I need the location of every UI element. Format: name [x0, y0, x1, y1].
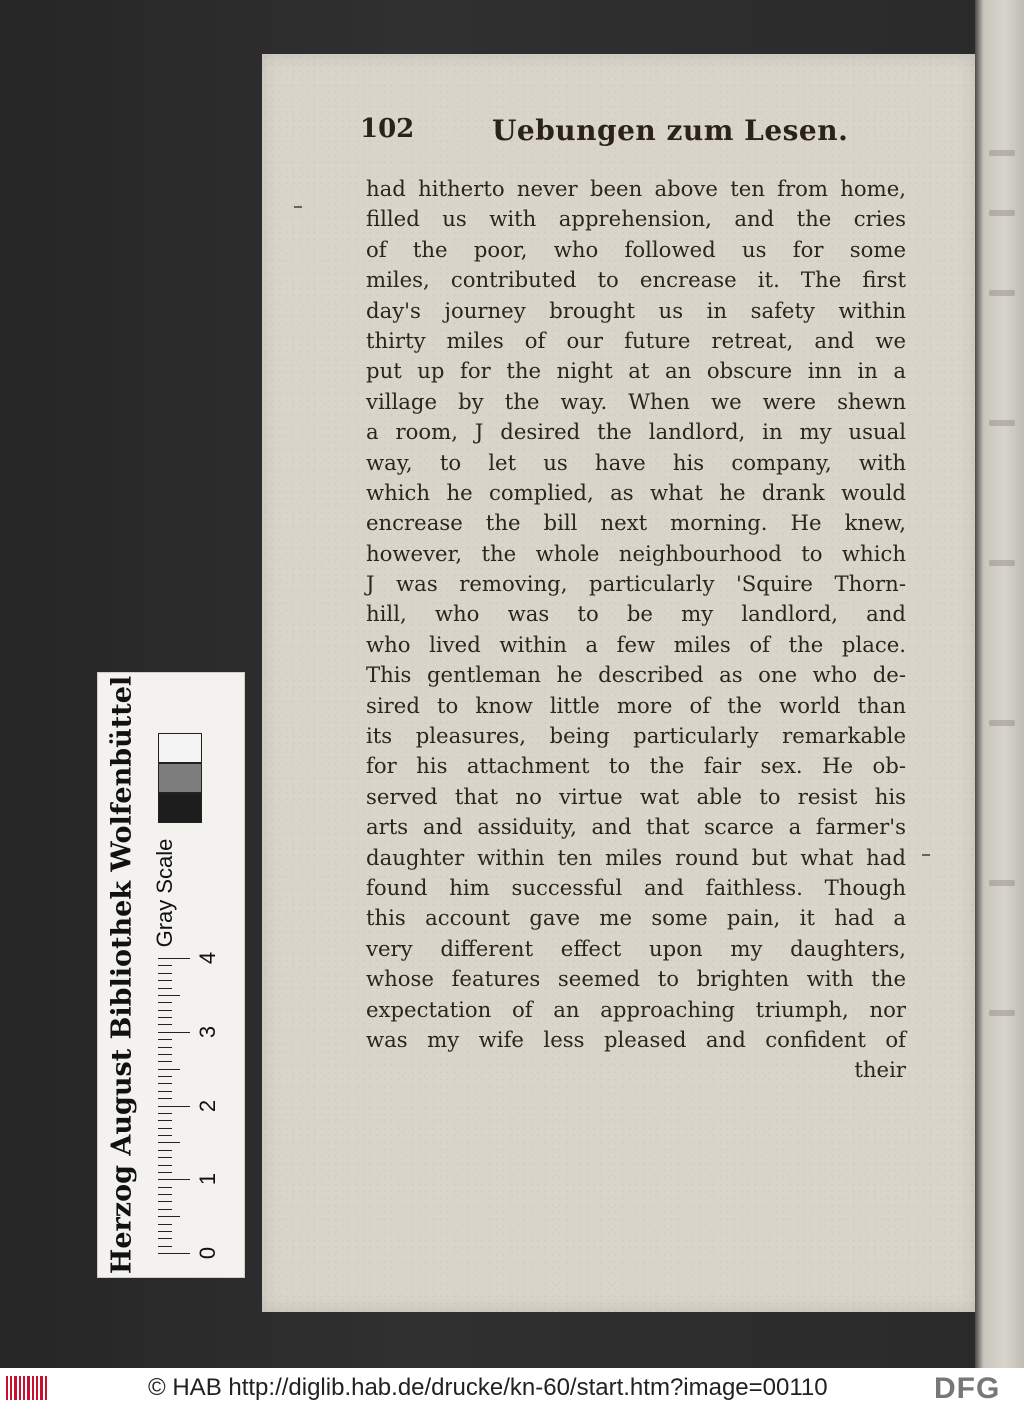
ruler-ticks	[158, 958, 190, 1253]
running-head: Uebungen zum Lesen.	[492, 114, 849, 147]
ruler-tick	[158, 1187, 172, 1188]
ruler-tick	[158, 1113, 172, 1114]
ruler-tick	[158, 1047, 172, 1048]
ruler-tick	[158, 973, 172, 974]
catchword: their	[854, 1057, 906, 1083]
text-line: a room, J desired the landlord, in my usual	[366, 419, 906, 445]
page-header	[360, 114, 900, 154]
ruler-title: Herzog August Bibliothek Wolfenbüttel	[106, 675, 138, 1275]
ruler-tick	[158, 980, 172, 981]
text-line: This gentleman he described as one who de-	[366, 662, 906, 688]
ruler-tick	[158, 1024, 172, 1025]
ruler-number: 1	[195, 1173, 221, 1186]
book-page	[262, 54, 975, 1312]
ruler-tick	[158, 965, 172, 966]
dfg-logo: DFG	[934, 1372, 1001, 1405]
ruler-tick	[158, 1120, 172, 1121]
ruler-tick	[158, 1017, 172, 1018]
text-line: however, the whole neighbourhood to which	[366, 540, 906, 566]
text-line: this account gave me some pain, it had a	[366, 905, 906, 931]
ruler-tick	[158, 1106, 190, 1107]
ruler-number: 0	[195, 1246, 221, 1260]
text-line: arts and assiduity, and that scarce a farmer's	[366, 814, 906, 840]
ruler-tick	[158, 1224, 172, 1225]
ruler-tick	[158, 1172, 172, 1173]
text-line: day's journey brought us in safety within	[366, 297, 906, 323]
text-line: thirty miles of our future retreat, and we	[366, 327, 906, 353]
ruler-tick	[158, 1253, 190, 1254]
ruler-tick	[158, 1054, 172, 1055]
footer-bar	[0, 1368, 1024, 1408]
ruler-tick	[158, 1083, 172, 1084]
adjacent-page-edge	[975, 0, 1024, 1368]
ruler-tick	[158, 1157, 172, 1158]
text-line: miles, contributed to encrease it. The first	[366, 267, 906, 293]
text-line: put up for the night at an obscure inn in a	[366, 358, 906, 384]
ruler-tick	[158, 1150, 172, 1151]
ruler-tick	[158, 1142, 180, 1143]
text-line: had hitherto never been above ten from home,	[366, 176, 906, 201]
text-line: filled us with apprehension, and the cries	[366, 206, 906, 232]
text-line: daughter within ten miles round but what had	[366, 844, 906, 870]
ruler-number: 3	[195, 1025, 221, 1038]
text-line: way, to let us have his company, with	[366, 449, 906, 475]
ruler-number: 2	[195, 1099, 221, 1112]
ruler-tick	[158, 988, 172, 989]
text-line: village by the way. When we were shewn	[366, 388, 906, 414]
text-line: which he complied, as what he drank would	[366, 479, 906, 505]
gray-swatch-dark	[158, 793, 202, 823]
ruler-number: 4	[195, 951, 221, 965]
text-line: whose features seemed to brighten with the	[366, 966, 906, 992]
margin-mark	[922, 854, 930, 856]
text-line: served that no virtue wat able to resist his	[366, 783, 906, 809]
ruler-tick	[158, 1098, 172, 1099]
text-line: its pleasures, being particularly remarkable	[366, 723, 906, 749]
ruler-tick	[158, 1194, 172, 1195]
body-text	[366, 174, 906, 1086]
text-line: very different effect upon my daughters,	[366, 935, 906, 961]
text-line: sired to know little more of the world than	[366, 692, 906, 718]
ruler-tick	[158, 1032, 190, 1033]
ruler-tick	[158, 1128, 172, 1129]
ruler-tick	[158, 1002, 172, 1003]
ruler-tick	[158, 1076, 172, 1077]
ruler-tick	[158, 1246, 172, 1247]
text-line: J was removing, particularly 'Squire Thorn-	[366, 571, 906, 597]
ruler-tick	[158, 1135, 172, 1136]
text-line: of the poor, who followed us for some	[366, 236, 906, 262]
gray-swatch-light	[158, 733, 202, 763]
page-number: 102	[360, 114, 415, 144]
gray-scale-label: Gray Scale	[152, 838, 177, 948]
margin-mark	[294, 206, 302, 208]
show-through-text	[377, 1074, 797, 1134]
text-line: was my wife less pleased and confident of	[366, 1026, 906, 1052]
barcode-icon	[6, 1376, 48, 1400]
copyright-link[interactable]: © HAB http://diglib.hab.de/drucke/kn-60/start.htm?image=00110	[148, 1374, 828, 1401]
ruler-tick	[158, 1216, 180, 1217]
ruler-tick	[158, 1201, 172, 1202]
text-line: who lived within a few miles of the place.	[366, 631, 906, 657]
ruler-tick	[158, 1179, 190, 1180]
text-line: encrease the bill next morning. He knew,	[366, 510, 906, 536]
ruler-tick	[158, 1238, 172, 1239]
text-line: found him successful and faithless. Though	[366, 874, 906, 900]
text-line: hill, who was to be my landlord, and	[366, 601, 906, 627]
text-line: for his attachment to the fair sex. He ob-	[366, 753, 906, 779]
text-line: expectation of an approaching triumph, nor	[366, 996, 906, 1022]
ruler-tick	[158, 1209, 172, 1210]
ruler-tick	[158, 1061, 172, 1062]
ruler-tick	[158, 1231, 172, 1232]
ruler-tick	[158, 1165, 172, 1166]
gray-swatch-mid	[158, 763, 202, 793]
ruler-tick	[158, 1039, 172, 1040]
ruler-tick	[158, 1010, 172, 1011]
ruler-tick	[158, 1069, 180, 1070]
ruler-tick	[158, 958, 190, 959]
ruler-tick	[158, 1091, 172, 1092]
ruler-tick	[158, 995, 180, 996]
color-scale-card	[97, 672, 245, 1278]
